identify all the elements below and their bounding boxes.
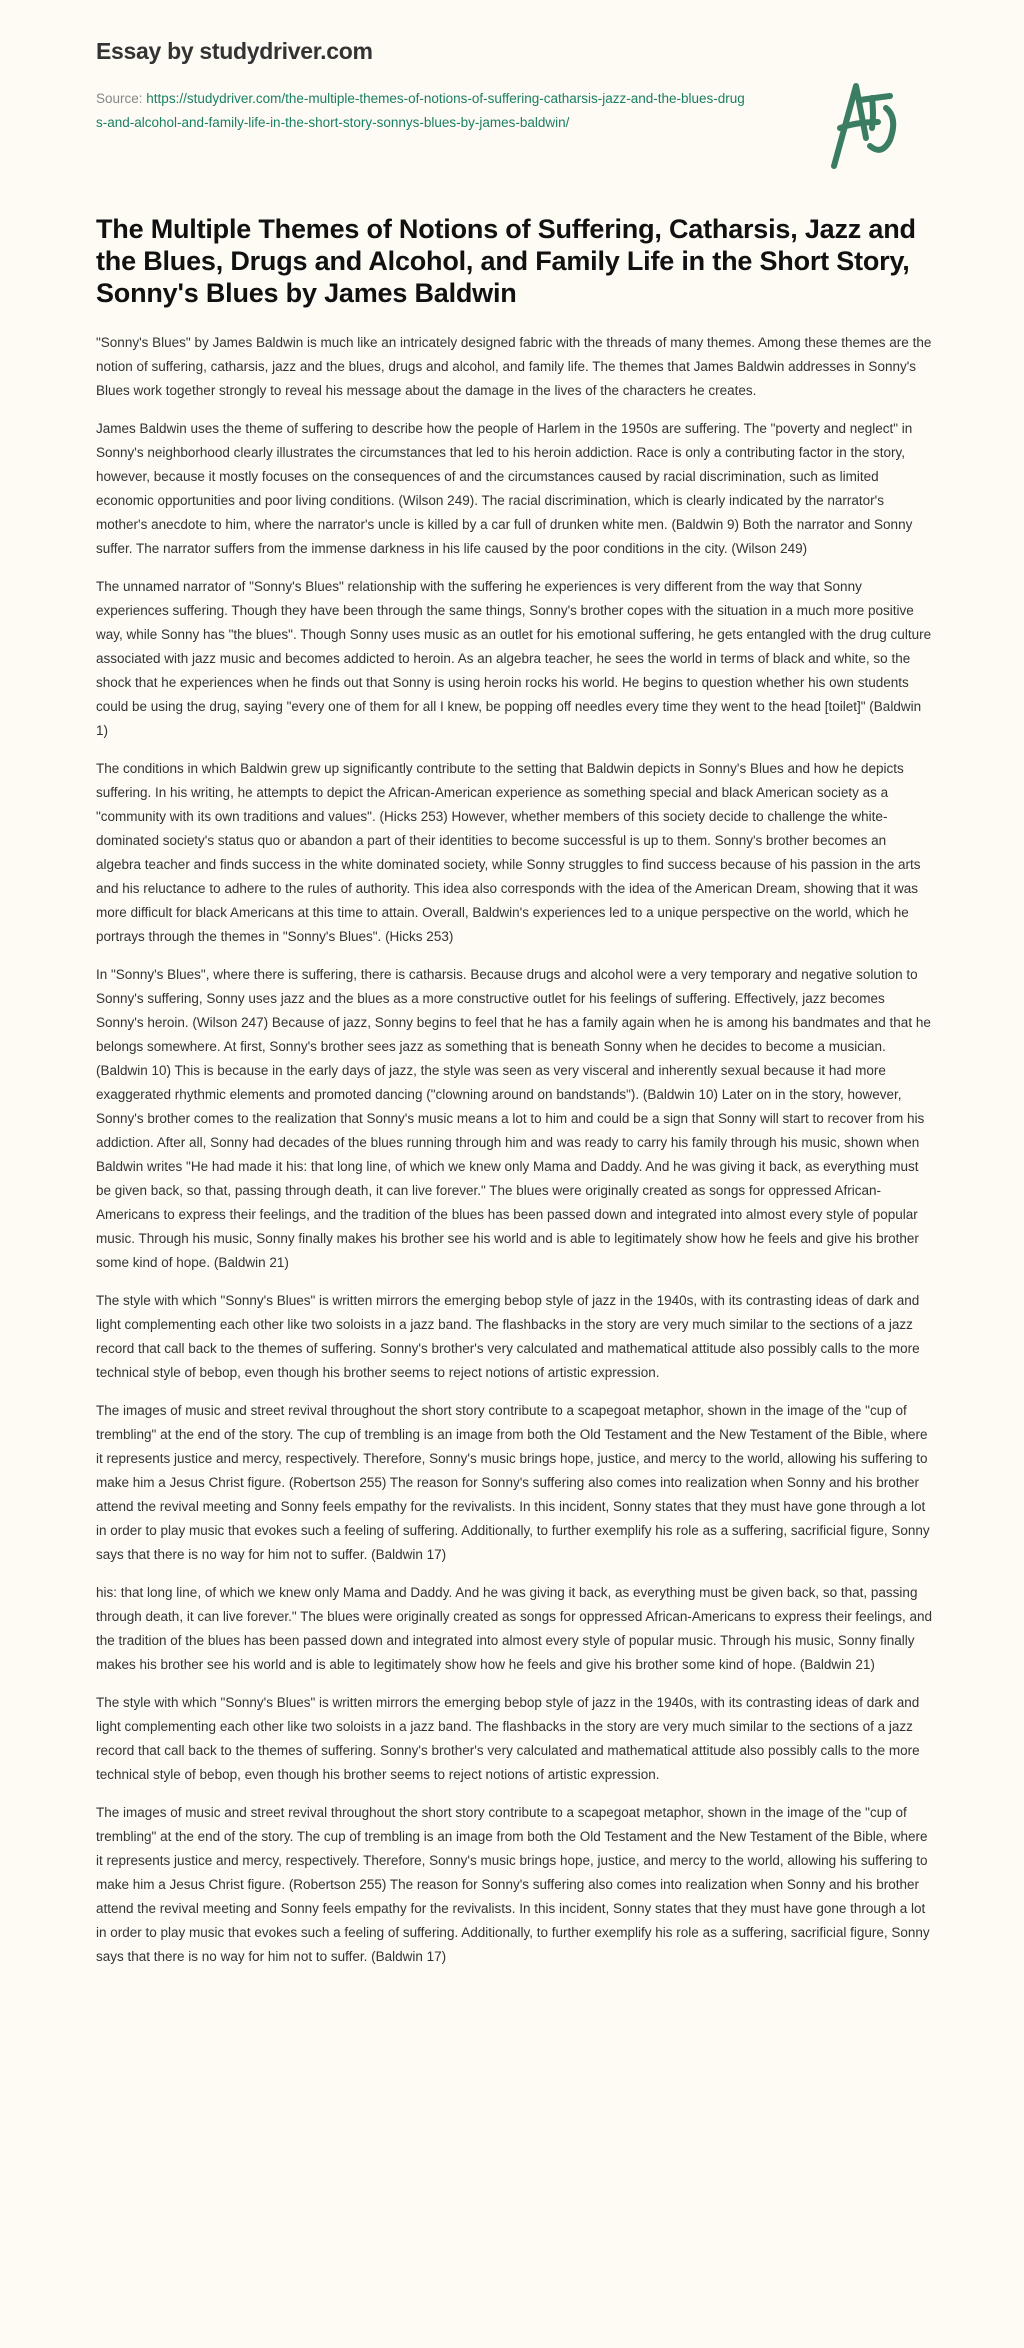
essay-title: The Multiple Themes of Notions of Suffering, Catharsis, Jazz and the Blues, Drugs and Alcohol, and Family Life in the Short Story, Sonny's Blues by James Baldwin	[96, 214, 916, 308]
paragraph: The images of music and street revival throughout the short story contribute to a scapegoat metaphor, shown in the image of the "cup of trembling" at the end of the story. The cup of trembling is an image from both the Old Testament and the New Testament of the Bible, where it represents justice and mercy, respectively. Therefore, Sonny's music brings hope, justice, and mercy to the world, allowing his suffering to make him a Jesus Christ figure. (Robertson 255) The reason for Sonny's suffering also comes into realization when Sonny and his brother attend the revival meeting and Sonny feels empathy for the revivalists. In this incident, Sonny states that they must have gone through a lot in order to play music that evokes such a feeling of suffering. Additionally, to further exemplify his role as a suffering, sacrificial figure, Sonny says that there is no way for him not to suffer. (Baldwin 17)	[96, 1805, 930, 1964]
paragraph: James Baldwin uses the theme of suffering to describe how the people of Harlem in the 1950s are suffering. The "poverty and neglect" in Sonny's neighborhood clearly illustrates the circumstances that led to his heroin addiction. Race is only a contributing factor in the story, however, because it mostly focuses on the consequences of and the circumstances caused by racial discrimination, such as limited economic opportunities and poor living conditions. (Wilson 249). The racial discrimination, which is clearly indicated by the narrator's mother's anecdote to him, where the narrator's uncle is killed by a car full of drunken white men. (Baldwin 9) Both the narrator and Sonny suffer. The narrator suffers from the immense darkness in his life caused by the poor conditions in the city. (Wilson 249)	[96, 421, 913, 556]
site-title: Essay by studydriver.com	[96, 38, 373, 64]
a-plus-logo-icon	[826, 78, 926, 178]
paragraph: The images of music and street revival throughout the short story contribute to a scapegoat metaphor, shown in the image of the "cup of trembling" at the end of the story. The cup of trembling is an image from both the Old Testament and the New Testament of the Bible, where it represents justice and mercy, respectively. Therefore, Sonny's music brings hope, justice, and mercy to the world, allowing his suffering to make him a Jesus Christ figure. (Robertson 255) The reason for Sonny's suffering also comes into realization when Sonny and his brother attend the revival meeting and Sonny feels empathy for the revivalists. In this incident, Sonny states that they must have gone through a lot in order to play music that evokes such a feeling of suffering. Additionally, to further exemplify his role as a suffering, sacrificial figure, Sonny says that there is no way for him not to suffer. (Baldwin 17)	[96, 1403, 930, 1562]
source-line	[96, 87, 746, 135]
source-link[interactable]: https://studydriver.com/the-multiple-themes-of-notions-of-suffering-catharsis-jazz-and-the-blues-drugs-and-alcohol-and-family-life-in-the-short-story-sonnys-blues-by-james-baldwin/	[96, 91, 745, 130]
paragraph: The style with which "Sonny's Blues" is written mirrors the emerging bebop style of jazz in the 1940s, with its contrasting ideas of dark and light complementing each other like two soloists in a jazz band. The flashbacks in the story are very much similar to the sections of a jazz record that call back to the themes of suffering. Sonny's brother's very calculated and mathematical attitude also possibly calls to the more technical style of bebop, even though his brother seems to reject notions of artistic expression.	[96, 1293, 920, 1380]
paragraph: The unnamed narrator of "Sonny's Blues" relationship with the suffering he experiences is very different from the way that Sonny experiences suffering. Though they have been through the same things, Sonny's brother copes with the situation in a much more positive way, while Sonny has "the blues". Though Sonny uses music as an outlet for his emotional suffering, he gets entangled with the drug culture associated with jazz music and becomes addicted to heroin. As an algebra teacher, he sees the world in terms of black and white, so the shock that he experiences when he finds out that Sonny is using heroin rocks his world. He begins to question whether his own students could be using the drug, saying "every one of them for all I knew, be popping off needles every time they went to the head [toilet]" (Baldwin 1)	[96, 579, 932, 738]
essay-body	[96, 331, 934, 1969]
paragraph: The style with which "Sonny's Blues" is written mirrors the emerging bebop style of jazz in the 1940s, with its contrasting ideas of dark and light complementing each other like two soloists in a jazz band. The flashbacks in the story are very much similar to the sections of a jazz record that call back to the themes of suffering. Sonny's brother's very calculated and mathematical attitude also possibly calls to the more technical style of bebop, even though his brother seems to reject notions of artistic expression.	[96, 1695, 920, 1782]
paragraph: his: that long line, of which we knew only Mama and Daddy. And he was giving it back, as everything must be given back, so that, passing through death, it can live forever." The blues were originally created as songs for oppressed African-Americans to express their feelings, and the tradition of the blues has been passed down and integrated into almost every style of popular music. Through his music, Sonny finally makes his brother see his world and is able to legitimately show how he feels and give his brother some kind of hope. (Baldwin 21)	[96, 1585, 932, 1672]
paragraph: "Sonny's Blues" by James Baldwin is much like an intricately designed fabric with the threads of many themes. Among these themes are the notion of suffering, catharsis, jazz and the blues, drugs and alcohol, and family life. The themes that James Baldwin addresses in Sonny's Blues work together strongly to reveal his message about the damage in the lives of the characters he creates.	[96, 335, 932, 398]
paragraph: In "Sonny's Blues", where there is suffering, there is catharsis. Because drugs and alcohol were a very temporary and negative solution to Sonny's suffering, Sonny uses jazz and the blues as a more constructive outlet for his feelings of suffering. Effectively, jazz becomes Sonny's heroin. (Wilson 247) Because of jazz, Sonny begins to feel that he has a family again when he is among his bandmates and that he belongs somewhere. At first, Sonny's brother sees jazz as something that is beneath Sonny when he decides to become a musician. (Baldwin 10) This is because in the early days of jazz, the style was seen as very visceral and inherently sexual because it had more exaggerated rhythmic elements and promoted dancing ("clowning around on bandstands"). (Baldwin 10) Later on in the story, however, Sonny's brother comes to the realization that Sonny's music means a lot to him and could be a sign that Sonny will start to recover from his addiction. After all, Sonny had decades of the blues running through him and was ready to carry his family through his music, shown when Baldwin writes "He had made it his: that long line, of which we knew only Mama and Daddy. And he was giving it back, as everything must be given back, so that, passing through death, it can live forever." The blues were originally created as songs for oppressed African-Americans to express their feelings, and the tradition of the blues has been passed down and integrated into almost every style of popular music. Through his music, Sonny finally makes his brother see his world and is able to legitimately show how he feels and give his brother some kind of hope. (Baldwin 21)	[96, 967, 931, 1270]
source-label: Source:	[96, 91, 143, 106]
paragraph: The conditions in which Baldwin grew up significantly contribute to the setting that Baldwin depicts in Sonny's Blues and how he depicts suffering. In his writing, he attempts to depict the African-American experience as something special and black American society as a "community with its own traditions and values". (Hicks 253) However, whether members of this society decide to challenge the white-dominated society's status quo or abandon a part of their identities to become successful is up to them. Sonny's brother becomes an algebra teacher and finds success in the white dominated society, while Sonny struggles to find success because of his passion in the arts and his reluctance to adhere to the rules of authority. This idea also corresponds with the idea of the American Dream, showing that it was more difficult for black Americans at this time to attain. Overall, Baldwin's experiences led to a unique perspective on the world, which he portrays through the themes in "Sonny's Blues". (Hicks 253)	[96, 761, 921, 944]
